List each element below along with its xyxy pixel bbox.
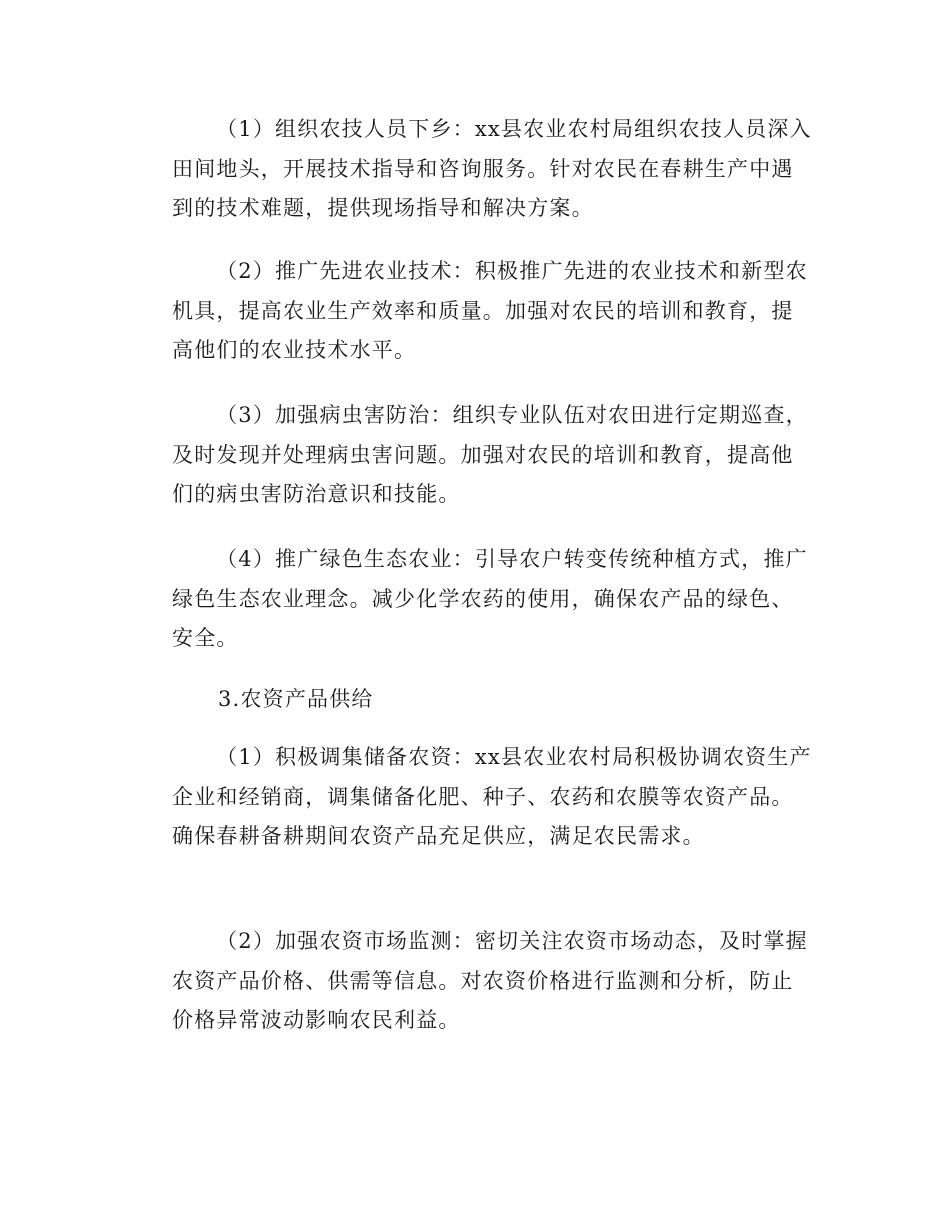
section-heading: 3.农资产品供给: [218, 687, 374, 711]
paragraph-tech-staff: （1）组织农技人员下乡：xx县农业农村局组织农技人员深入田间地头，开展技术指导和咨询服务。针对农民在春耕生产中遇到的技术难题，提供现场指导和解决方案。: [172, 117, 812, 220]
paragraph-promote-tech: （2）推广先进农业技术：积极推广先进的农业技术和新型农机具，提高农业生产效率和质量。加强对农民的培训和教育，提高他们的农业技术水平。: [172, 259, 808, 362]
paragraph-reserve-supplies: （1）积极调集储备农资：xx县农业农村局积极协调农资生产企业和经销商，调集储备化肥、种子、农药和农膜等农资产品。确保春耕备耕期间农资产品充足供应，满足农民需求。: [172, 745, 812, 848]
paragraph-pest-control: （3）加强病虫害防治：组织专业队伍对农田进行定期巡查，及时发现并处理病虫害问题。加强对农民的培训和教育，提高他们的病虫害防治意识和技能。: [172, 403, 808, 506]
paragraph-market-monitoring: （2）加强农资市场监测：密切关注农资市场动态，及时掌握农资产品价格、供需等信息。对农资价格进行监测和分析，防止价格异常波动影响农民利益。: [172, 929, 808, 1032]
paragraph-green-agriculture: （4）推广绿色生态农业：引导农户转变传统种植方式，推广绿色生态农业理念。减少化学农药的使用，确保农产品的绿色、安全。: [172, 547, 808, 650]
